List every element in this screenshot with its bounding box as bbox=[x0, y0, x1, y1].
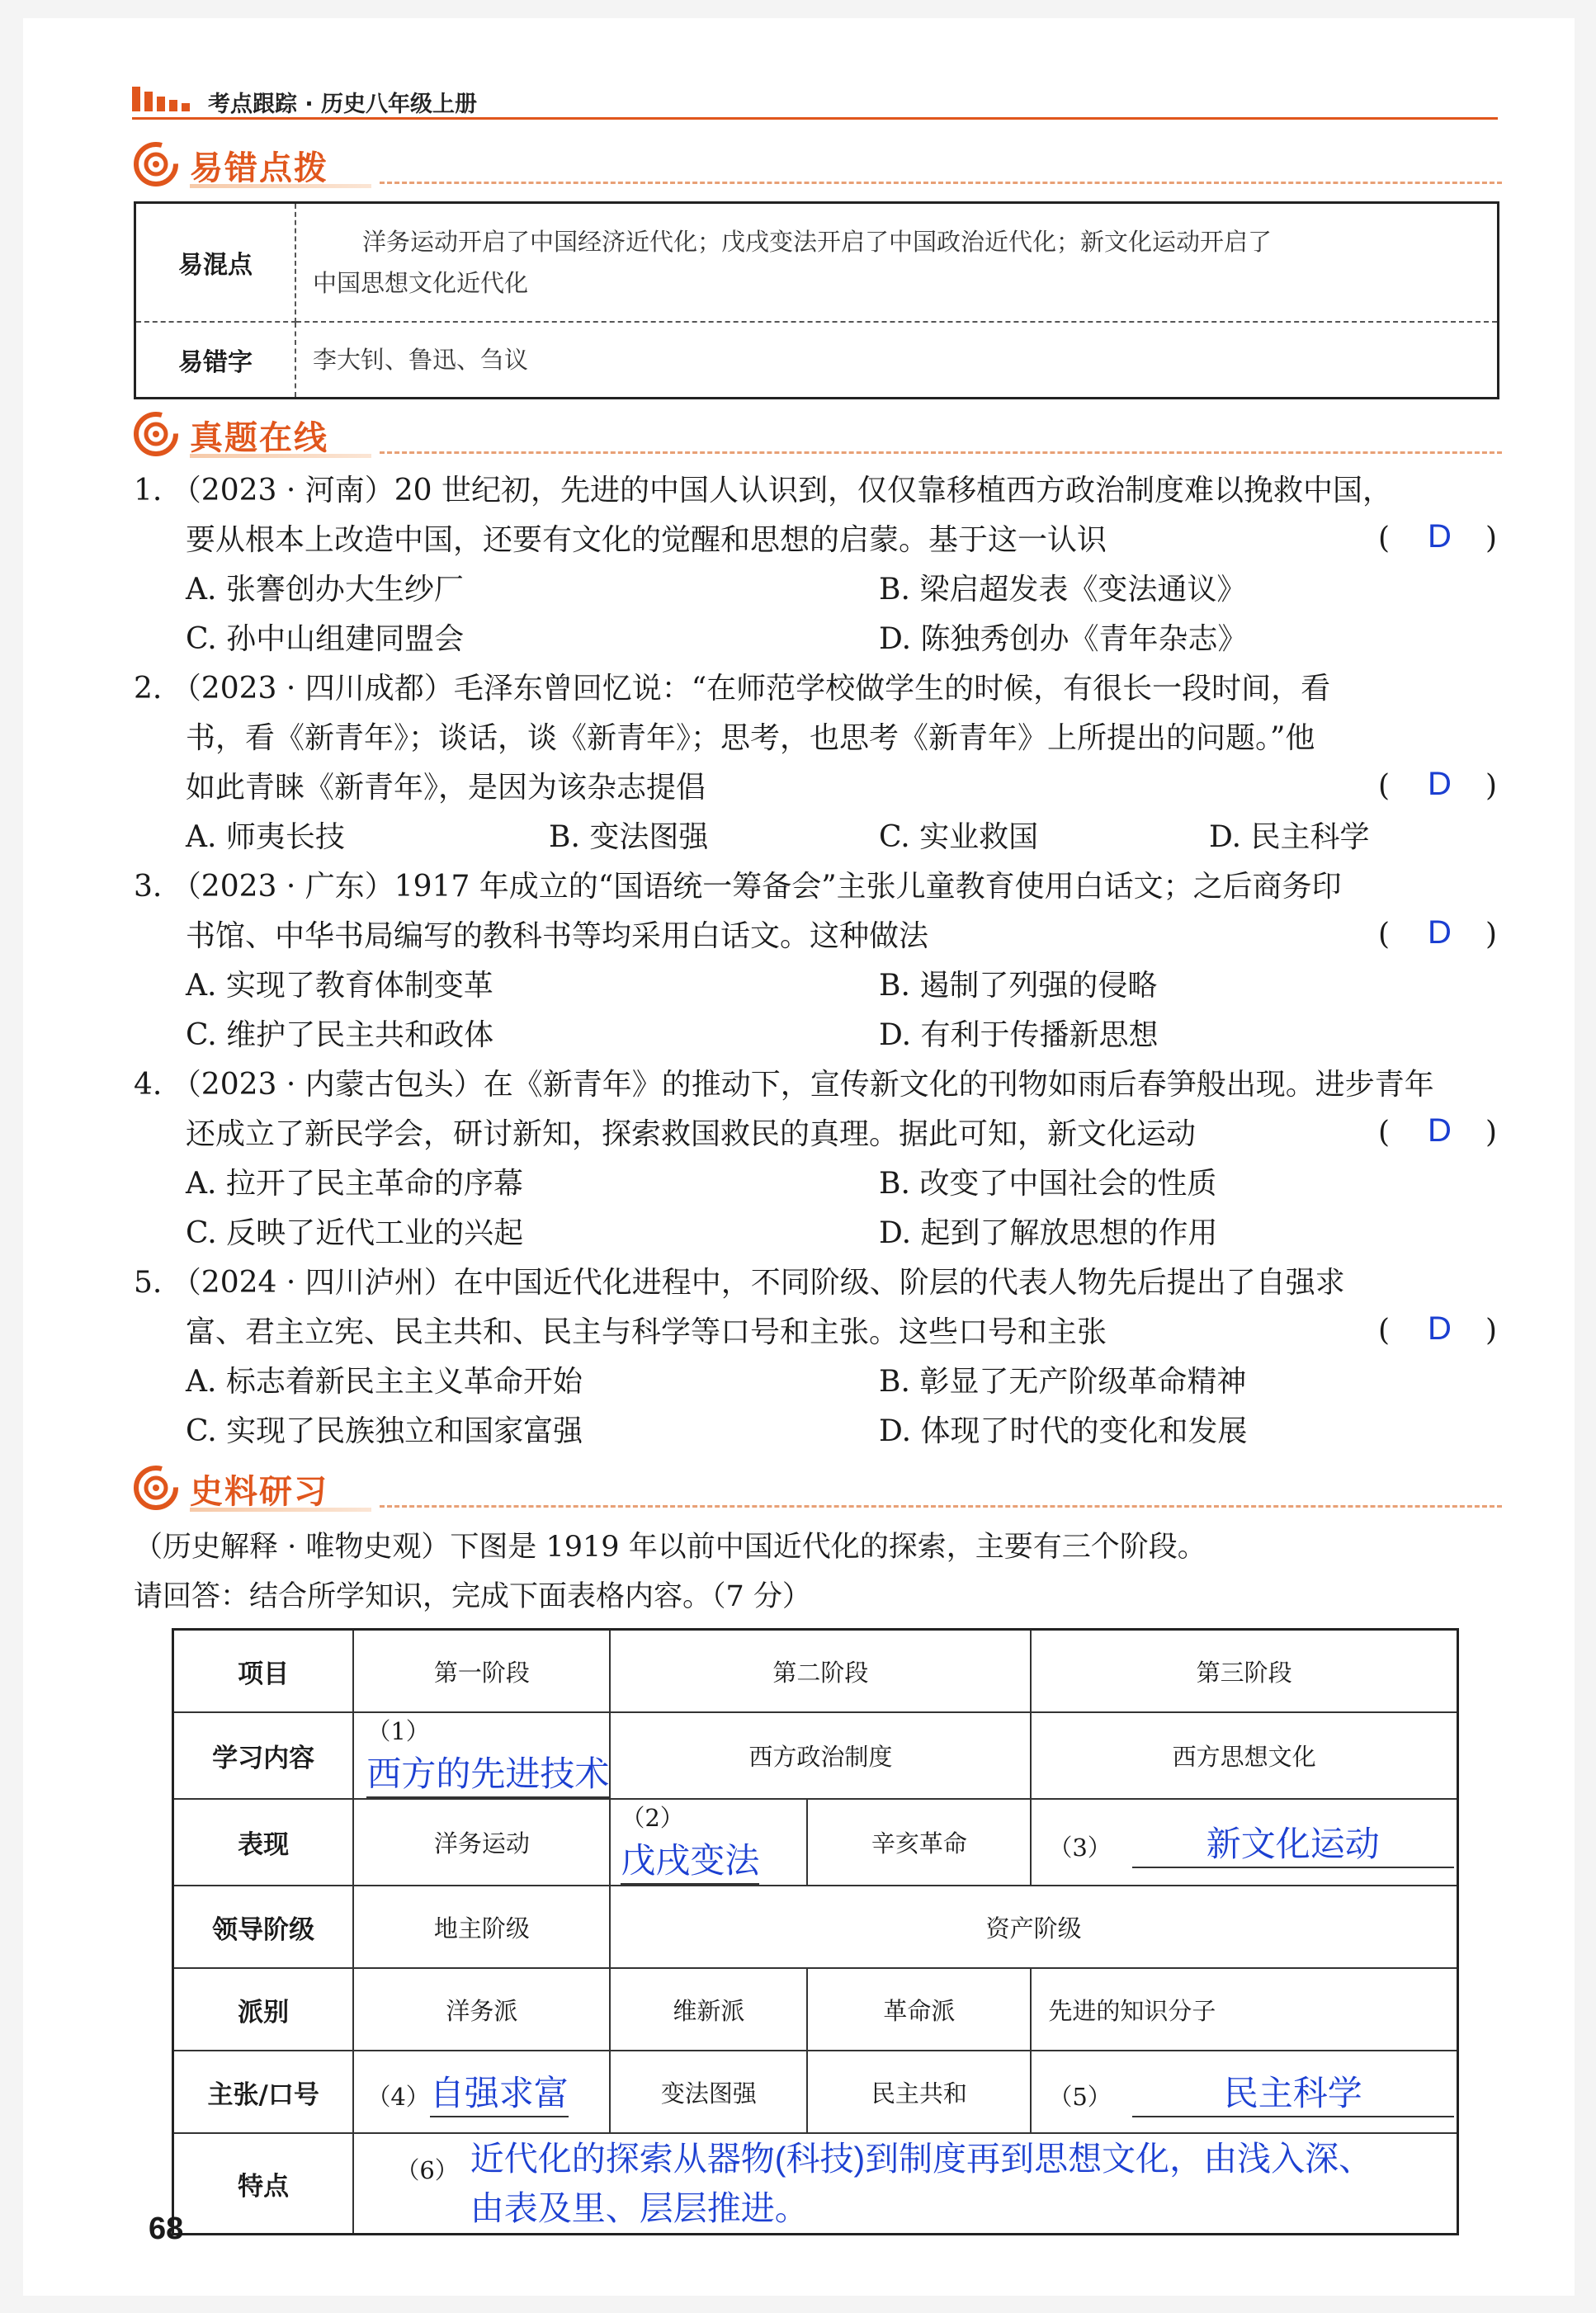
study-intro: （历史解释 · 唯物史观）下图是 1919 年以前中国近代化的探索，主要有三个阶段。 请回答：结合所学知识，完成下面表格内容。（7 分） bbox=[134, 1531, 1206, 1613]
table-cell: 洋务派 bbox=[353, 1968, 610, 2051]
handwritten-answer: 民主科学 bbox=[1223, 2074, 1362, 2112]
row-label: 表现 bbox=[173, 1799, 354, 1886]
blank-1[interactable]: （1）西方的先进技术 bbox=[353, 1712, 610, 1799]
option: D. 体现了时代的变化和发展 bbox=[879, 1414, 1248, 1448]
option: B. 梁启超发表《变法通议》 bbox=[879, 573, 1247, 607]
target-icon bbox=[132, 140, 180, 188]
blank-2[interactable]: （2）戊戌变法 bbox=[610, 1799, 807, 1886]
section-title: 真题在线 bbox=[190, 419, 328, 457]
header-title: 考点跟踪 · 历史八年级上册 bbox=[208, 92, 478, 117]
handwritten-answer: 新文化运动 bbox=[1206, 1824, 1380, 1863]
answer-4: D bbox=[1428, 1112, 1452, 1149]
tips-table bbox=[134, 201, 1499, 399]
section-title: 易错点拨 bbox=[190, 149, 328, 187]
blank-6[interactable]: （6） 近代化的探索从器物(科技)到制度再到思想文化，由浅入深、 由表及里、层层推进。 bbox=[353, 2133, 1457, 2235]
row-label: 派别 bbox=[173, 1968, 354, 2051]
table-cell: 西方思想文化 bbox=[1031, 1712, 1457, 1799]
tip-text: 洋务运动开启了中国经济近代化；戊戌变法开启了中国政治近代化；新文化运动开启了 中国思想文化近代化 bbox=[295, 203, 1499, 323]
row-label: 特点 bbox=[173, 2133, 354, 2235]
answer-1: D bbox=[1428, 518, 1452, 555]
question-5: 5. （2024 · 四川泸州）在中国近代化进程中，不同阶级、阶层的代表人物先后提出了自强求 富、君主立宪、民主共和、民主与科学等口号和主张。这些口号和主张 bbox=[134, 1266, 1345, 1349]
option: D. 有利于传播新思想 bbox=[879, 1018, 1159, 1052]
header-rule bbox=[132, 117, 1498, 120]
option: A. 标志着新民主主义革命开始 bbox=[186, 1365, 583, 1399]
answer-bracket: ( bbox=[1378, 522, 1391, 555]
option: B. 变法图强 bbox=[549, 820, 709, 854]
table-cell: 辛亥革命 bbox=[807, 1799, 1031, 1886]
option: C. 实现了民族独立和国家富强 bbox=[186, 1414, 583, 1448]
table-cell: 变法图强 bbox=[610, 2051, 807, 2133]
handwritten-answer: 戊戌变法 bbox=[621, 1834, 759, 1885]
section-heading-real-questions bbox=[132, 408, 1502, 461]
table-cell: 西方政治制度 bbox=[610, 1712, 1031, 1799]
header-logo-icon bbox=[132, 87, 194, 111]
option: B. 遏制了列强的侵略 bbox=[879, 969, 1158, 1003]
table-cell: 民主共和 bbox=[807, 2051, 1031, 2133]
row-label: 学习内容 bbox=[173, 1712, 354, 1799]
answer-2: D bbox=[1428, 766, 1452, 802]
option: D. 起到了解放思想的作用 bbox=[879, 1216, 1218, 1250]
row-label: 领导阶级 bbox=[173, 1886, 354, 1968]
tip-label: 易错字 bbox=[135, 322, 296, 399]
option: A. 实现了教育体制变革 bbox=[186, 969, 493, 1003]
option: B. 改变了中国社会的性质 bbox=[879, 1167, 1217, 1201]
target-icon bbox=[132, 1464, 180, 1512]
target-icon bbox=[132, 410, 180, 458]
blank-3[interactable]: （3） 新文化运动 bbox=[1031, 1799, 1457, 1886]
table-cell: 维新派 bbox=[610, 1968, 807, 2051]
handwritten-answer: 由表及里、层层推进。 bbox=[470, 2189, 809, 2227]
table-cell: 先进的知识分子 bbox=[1031, 1968, 1457, 2051]
tip-text: 李大钊、鲁迅、刍议 bbox=[313, 346, 529, 374]
option: D. 民主科学 bbox=[1209, 820, 1370, 854]
blank-4[interactable]: （4）自强求富 bbox=[353, 2051, 610, 2133]
option: C. 孙中山组建同盟会 bbox=[186, 622, 465, 656]
option: A. 拉开了民主革命的序幕 bbox=[186, 1167, 523, 1201]
table-cell: 革命派 bbox=[807, 1968, 1031, 2051]
question-1: 1. （2023 · 河南）20 世纪初，先进的中国人认识到，仅仅靠移植西方政治制度难以挽救中国， 要从根本上改造中国，还要有文化的觉醒和思想的启蒙。基于这一认识 bbox=[134, 474, 1392, 557]
question-3: 3. （2023 · 广东）1917 年成立的“国语统一筹备会”主张儿童教育使用白话文；之后商务印 书馆、中华书局编写的教科书等均采用白话文。这种做法 bbox=[134, 870, 1342, 953]
answer-3: D bbox=[1428, 914, 1452, 951]
handwritten-answer: 近代化的探索从器物(科技)到制度再到思想文化，由浅入深、 bbox=[470, 2140, 1373, 2178]
table-header: 第一阶段 bbox=[353, 1630, 610, 1713]
history-table bbox=[172, 1628, 1459, 2235]
option: A. 张謇创办大生纱厂 bbox=[186, 573, 464, 607]
option: B. 彰显了无产阶级革命精神 bbox=[879, 1365, 1247, 1399]
table-header: 第三阶段 bbox=[1031, 1630, 1457, 1713]
section-heading-mistakes bbox=[132, 139, 1502, 191]
section-title: 史料研习 bbox=[190, 1473, 328, 1511]
page-number: 68 bbox=[149, 2212, 184, 2246]
question-2: 2. （2023 · 四川成都）毛泽东曾回忆说：“在师范学校做学生的时候，有很长一段时间，看 书，看《新青年》；谈话，谈《新青年》；思考，也思考《新青年》上所提出的问题。”他 如此青睐《新青年》，是因为该杂志提倡 bbox=[134, 672, 1331, 805]
answer-5: D bbox=[1428, 1310, 1452, 1347]
table-cell: 洋务运动 bbox=[353, 1799, 610, 1886]
option: D. 陈独秀创办《青年杂志》 bbox=[879, 622, 1248, 656]
question-4: 4. （2023 · 内蒙古包头）在《新青年》的推动下，宣传新文化的刊物如雨后春笋般出现。进步青年 还成立了新民学会，研讨新知，探索救国救民的真理。据此可知，新文化运动 bbox=[134, 1068, 1434, 1151]
section-heading-source-study bbox=[132, 1462, 1502, 1515]
handwritten-answer: 西方的先进技术 bbox=[366, 1747, 609, 1798]
table-header: 项目 bbox=[173, 1630, 354, 1713]
tip-label: 易混点 bbox=[135, 203, 296, 323]
table-cell: 地主阶级 bbox=[353, 1886, 610, 1968]
option: A. 师夷长技 bbox=[186, 820, 345, 854]
option: C. 反映了近代工业的兴起 bbox=[186, 1216, 524, 1250]
handwritten-answer: 自强求富 bbox=[430, 2066, 569, 2117]
row-label: 主张/口号 bbox=[173, 2051, 354, 2133]
option: C. 维护了民主共和政体 bbox=[186, 1018, 494, 1052]
table-header: 第二阶段 bbox=[610, 1630, 1031, 1713]
option: C. 实业救国 bbox=[879, 820, 1039, 854]
blank-5[interactable]: （5） 民主科学 bbox=[1031, 2051, 1457, 2133]
table-cell: 资产阶级 bbox=[610, 1886, 1457, 1968]
